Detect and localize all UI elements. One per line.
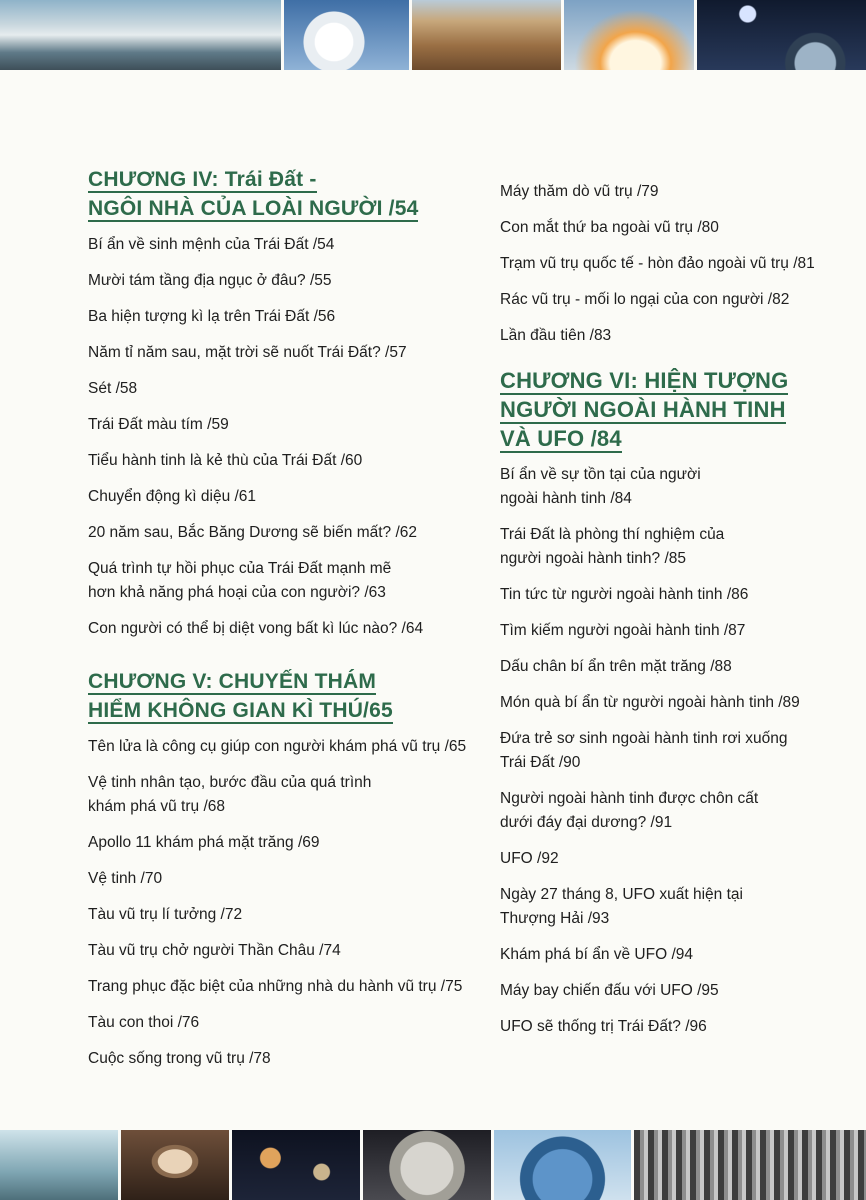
toc-entry[interactable]: Con người có thể bị diệt vong bất kì lúc nào? /64 — [88, 620, 424, 637]
toc-entry[interactable]: Con mắt thứ ba ngoài vũ trụ /80 — [500, 219, 719, 236]
chapter-6-heading: CHƯƠNG VI: HIỆN TƯỢNG NGƯỜI NGOÀI HÀNH TINH VÀ UFO /84 — [500, 368, 789, 451]
toc-entry[interactable]: Bí ẩn về sự tồn tại của người ngoài hành tinh /84 — [500, 466, 701, 507]
toc-entry[interactable]: Dấu chân bí ẩn trên mặt trăng /88 — [500, 658, 732, 675]
toc-entry[interactable]: Trạm vũ trụ quốc tế - hòn đảo ngoài vũ trụ /81 — [500, 255, 815, 272]
top-photo-strip — [0, 0, 866, 70]
space-photo — [697, 0, 866, 70]
planets-photo — [232, 1130, 363, 1200]
toc-entry[interactable]: Khám phá bí ẩn về UFO /94 — [500, 946, 693, 963]
toc-entry[interactable]: Apollo 11 khám phá mặt trăng /69 — [88, 834, 320, 851]
toc-entry[interactable]: Ngày 27 tháng 8, UFO xuất hiện tại Thượng Hải /93 — [500, 886, 743, 927]
chapter-5-heading: CHƯƠNG V: CHUYẾN THÁM HIỂM KHÔNG GIAN KÌ THÚ/65 — [88, 670, 393, 722]
moon-surface-photo — [363, 1130, 494, 1200]
toc-entry[interactable]: Máy bay chiến đấu với UFO /95 — [500, 982, 719, 999]
chapter-4-heading: CHƯƠNG IV: Trái Đất - NGÔI NHÀ CỦA LOÀI NGƯỜI /54 — [88, 168, 419, 220]
toc-entry[interactable]: Máy thăm dò vũ trụ /79 — [500, 183, 659, 200]
toc-entry[interactable]: Tên lửa là công cụ giúp con người khám phá vũ trụ /65 — [88, 738, 467, 755]
toc-entry[interactable]: Trái Đất màu tím /59 — [88, 416, 229, 433]
toc-entry[interactable]: Đứa trẻ sơ sinh ngoài hành tinh rơi xuống Trái Đất /90 — [500, 730, 788, 771]
toc-entry[interactable]: 20 năm sau, Bắc Băng Dương sẽ biến mất? /62 — [88, 524, 418, 541]
chapter-6-entries — [500, 463, 840, 1039]
toc-entry[interactable]: Tàu vũ trụ chở người Thần Châu /74 — [88, 942, 341, 959]
toc-entry[interactable]: Tàu vũ trụ lí tưởng /72 — [88, 906, 243, 923]
toc-entry[interactable]: Năm tỉ năm sau, mặt trời sẽ nuốt Trái Đất? /57 — [88, 344, 407, 361]
toc-entry[interactable]: UFO /92 — [500, 850, 559, 867]
toc-entry[interactable]: Người ngoài hành tinh được chôn cất dưới đáy đại dương? /91 — [500, 790, 759, 831]
portrait-photo — [121, 1130, 232, 1200]
chapter-5-entries-continued — [500, 180, 840, 348]
toc-entry[interactable]: Lần đầu tiên /83 — [500, 327, 612, 344]
toc-entry[interactable]: Vệ tinh /70 — [88, 870, 163, 887]
toc-entry[interactable]: Trái Đất là phòng thí nghiệm của người ngoài hành tinh? /85 — [500, 526, 725, 567]
toc-left-column — [88, 165, 488, 1083]
desert-photo — [412, 0, 564, 70]
toc-entry[interactable]: UFO sẽ thống trị Trái Đất? /96 — [500, 1018, 707, 1035]
ice-crystal-photo — [0, 1130, 121, 1200]
toc-entry[interactable]: Ba hiện tượng kì lạ trên Trái Đất /56 — [88, 308, 336, 325]
toc-right-column — [500, 180, 840, 1051]
toc-entry[interactable]: Bí ẩn về sinh mệnh của Trái Đất /54 — [88, 236, 335, 253]
toc-entry[interactable]: Sét /58 — [88, 380, 138, 397]
toc-entry[interactable]: Vệ tinh nhân tạo, bước đầu của quá trình khám phá vũ trụ /68 — [88, 774, 372, 815]
toc-entry[interactable]: Tìm kiếm người ngoài hành tinh /87 — [500, 622, 746, 639]
toc-entry[interactable]: Tàu con thoi /76 — [88, 1014, 200, 1031]
rocket-launch-photo — [564, 0, 697, 70]
toc-entry[interactable]: Mười tám tầng địa ngục ở đâu? /55 — [88, 272, 332, 289]
clouds-photo — [284, 0, 412, 70]
bottom-photo-strip — [0, 1130, 866, 1200]
toc-entry[interactable]: Chuyển động kì diệu /61 — [88, 488, 257, 505]
earth-photo — [494, 1130, 635, 1200]
chapter-5-entries — [88, 735, 488, 1071]
toc-entry[interactable]: Món quà bí ẩn từ người ngoài hành tinh /89 — [500, 694, 800, 711]
space-station-photo — [634, 1130, 866, 1200]
toc-entry[interactable]: Tiểu hành tinh là kẻ thù của Trái Đất /60 — [88, 452, 363, 469]
chapter-4-entries — [88, 233, 488, 641]
toc-entry[interactable]: Rác vũ trụ - mối lo ngại của con người /82 — [500, 291, 790, 308]
toc-entry[interactable]: Tin tức từ người ngoài hành tinh /86 — [500, 586, 749, 603]
toc-entry[interactable]: Quá trình tự hồi phục của Trái Đất mạnh mẽ hơn khả năng phá hoại của con người? /63 — [88, 560, 392, 601]
toc-entry[interactable]: Cuộc sống trong vũ trụ /78 — [88, 1050, 271, 1067]
toc-entry[interactable]: Trang phục đặc biệt của những nhà du hành vũ trụ /75 — [88, 978, 463, 995]
mountain-photo — [0, 0, 284, 70]
